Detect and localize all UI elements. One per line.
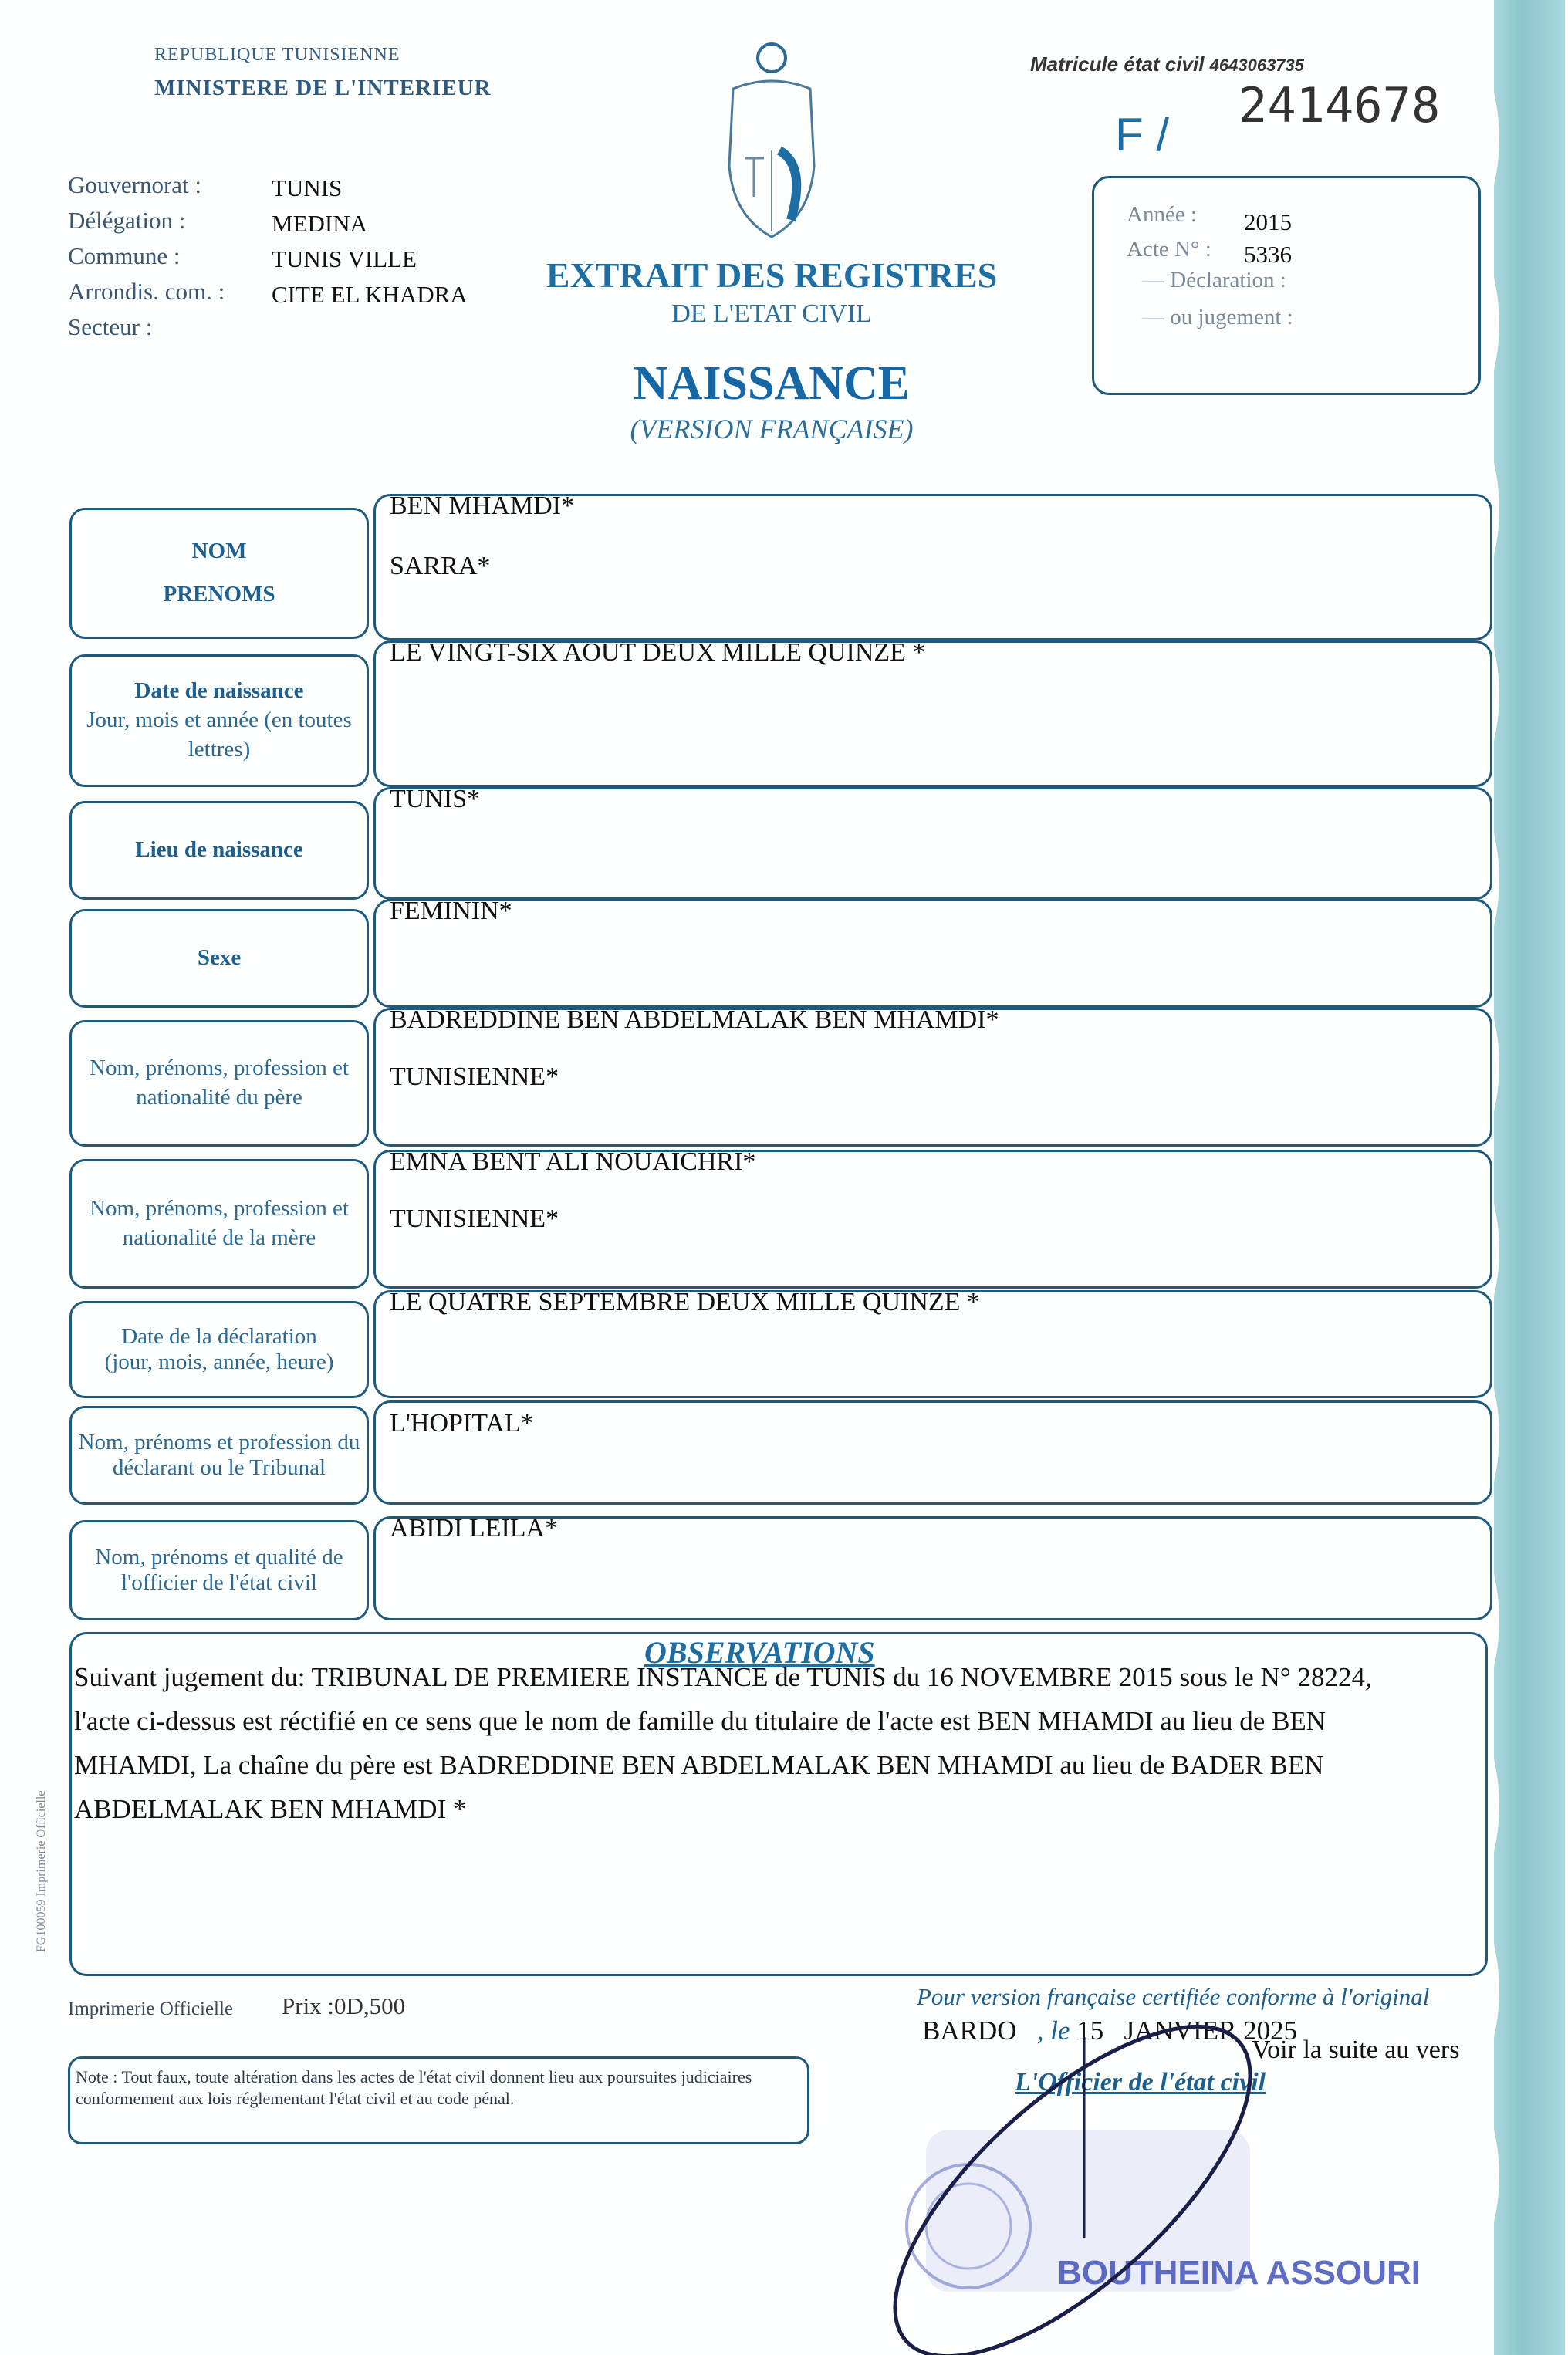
row-value-father: BADREDDINE BEN ABDELMALAK BEN MHAMDI* TUNISIENNE* xyxy=(373,1008,1492,1147)
observations-title: OBSERVATIONS xyxy=(644,1635,875,1670)
legal-note-text: Note : Tout faux, toute altération dans les actes de l'état civil donnent lieu aux poursuites judiciaires conformement aux lois réglementant l'état civil et au code pénal. xyxy=(76,2067,752,2108)
row-label-declaration-date: Date de la déclaration (jour, mois, année, heure) xyxy=(69,1301,369,1398)
act-number-value: 5336 xyxy=(1244,241,1292,268)
row-label-sex: Sexe xyxy=(69,909,369,1008)
row-label-officer: Nom, prénoms et qualité de l'officier de l'état civil xyxy=(69,1520,369,1620)
delegation-value: MEDINA xyxy=(272,210,367,237)
row-value-birth-date: LE VINGT-SIX AOUT DEUX MILLE QUINZE * xyxy=(373,640,1492,787)
ministry-label: MINISTERE DE L'INTERIEUR xyxy=(154,76,492,100)
matricule-label: Matricule état civil 4643063735 xyxy=(1030,52,1305,76)
certified-text: Pour version française certifiée conforme à l'original xyxy=(917,1983,1430,2010)
row-label-birth-place: Lieu de naissance xyxy=(69,801,369,900)
see-back-note: Voir la suite au vers xyxy=(1252,2036,1460,2064)
year-value: 2015 xyxy=(1244,208,1292,235)
row-value-name: BEN MHAMDI* SARRA* xyxy=(373,494,1492,640)
side-print-code: FG100059 Imprimerie Officielle xyxy=(35,1790,48,1952)
official-stamp-and-signature xyxy=(810,2006,1421,2330)
issue-place-date: BARDO , le 15 JANVIER 2025 xyxy=(922,2015,1298,2046)
serial-number: 2414678 xyxy=(1239,77,1441,133)
row-label-birth-date: Date de naissance Jour, mois et année (en toutes lettres) xyxy=(69,654,369,787)
judgment-label: — ou jugement : xyxy=(1142,305,1293,329)
series-label: F / xyxy=(1115,109,1169,160)
observations-text: Suivant jugement du: TRIBUNAL DE PREMIERE INSTANCE de TUNIS du 16 NOVEMBRE 2015 sous le N° 28224, l'acte ci-dessus est réctifié en ce sens que le nom de famille du titulaire de l'acte est BEN MHAMDI au lieu de BEN MHAMDI, La chaîne du père est BADREDDINE BEN ABDELMALAK BEN MHAMDI au lieu de BADER BEN ABDELMALAK BEN MHAMDI * xyxy=(74,1662,1372,1824)
row-label-father: Nom, prénoms, profession et nationalité du père xyxy=(69,1020,369,1147)
row-value-declaration-date: LE QUATRE SEPTEMBRE DEUX MILLE QUINZE * xyxy=(373,1290,1492,1398)
stamp-name: BOUTHEINA ASSOURI xyxy=(1057,2254,1421,2292)
paper-edge-decoration xyxy=(1494,0,1565,2355)
row-value-mother: EMNA BENT ALI NOUAICHRI* TUNISIENNE* xyxy=(373,1150,1492,1289)
printer-label: Imprimerie Officielle xyxy=(68,1999,234,2019)
row-label-name: NOM PRENOMS xyxy=(69,508,369,639)
coat-of-arms-icon xyxy=(706,35,837,243)
governorate-value: TUNIS xyxy=(272,174,343,201)
document-type: NAISSANCE xyxy=(633,357,911,410)
row-label-declarant: Nom, prénoms et profession du déclarant ou le Tribunal xyxy=(69,1406,369,1505)
document-version: (VERSION FRANÇAISE) xyxy=(630,414,914,444)
governorate-label: Gouvernorat : xyxy=(68,171,202,198)
document-subtitle: DE L'ETAT CIVIL xyxy=(671,299,872,328)
commune-label: Commune : xyxy=(68,242,181,269)
row-value-declarant: L'HOPITAL* xyxy=(373,1400,1492,1505)
document-title: EXTRAIT DES REGISTRES xyxy=(546,255,998,295)
row-value-sex: FEMININ* xyxy=(373,899,1492,1008)
commune-value: TUNIS VILLE xyxy=(272,245,417,272)
arrondissement-label: Arrondis. com. : xyxy=(68,278,225,305)
price-label: Prix :0D,500 xyxy=(282,1992,406,2019)
year-label: Année : xyxy=(1127,202,1197,227)
officer-title: L'Officier de l'état civil xyxy=(1015,2068,1266,2097)
arrondissement-value: CITE EL KHADRA xyxy=(272,281,468,308)
row-value-birth-place: TUNIS* xyxy=(373,787,1492,900)
row-value-officer: ABIDI LEILA* xyxy=(373,1516,1492,1620)
row-label-mother: Nom, prénoms, profession et nationalité de la mère xyxy=(69,1159,369,1289)
republic-label: REPUBLIQUE TUNISIENNE xyxy=(154,45,400,65)
declaration-label: — Déclaration : xyxy=(1142,268,1286,292)
delegation-label: Délégation : xyxy=(68,207,186,234)
act-number-label: Acte N° : xyxy=(1127,237,1211,262)
sector-label: Secteur : xyxy=(68,313,153,340)
